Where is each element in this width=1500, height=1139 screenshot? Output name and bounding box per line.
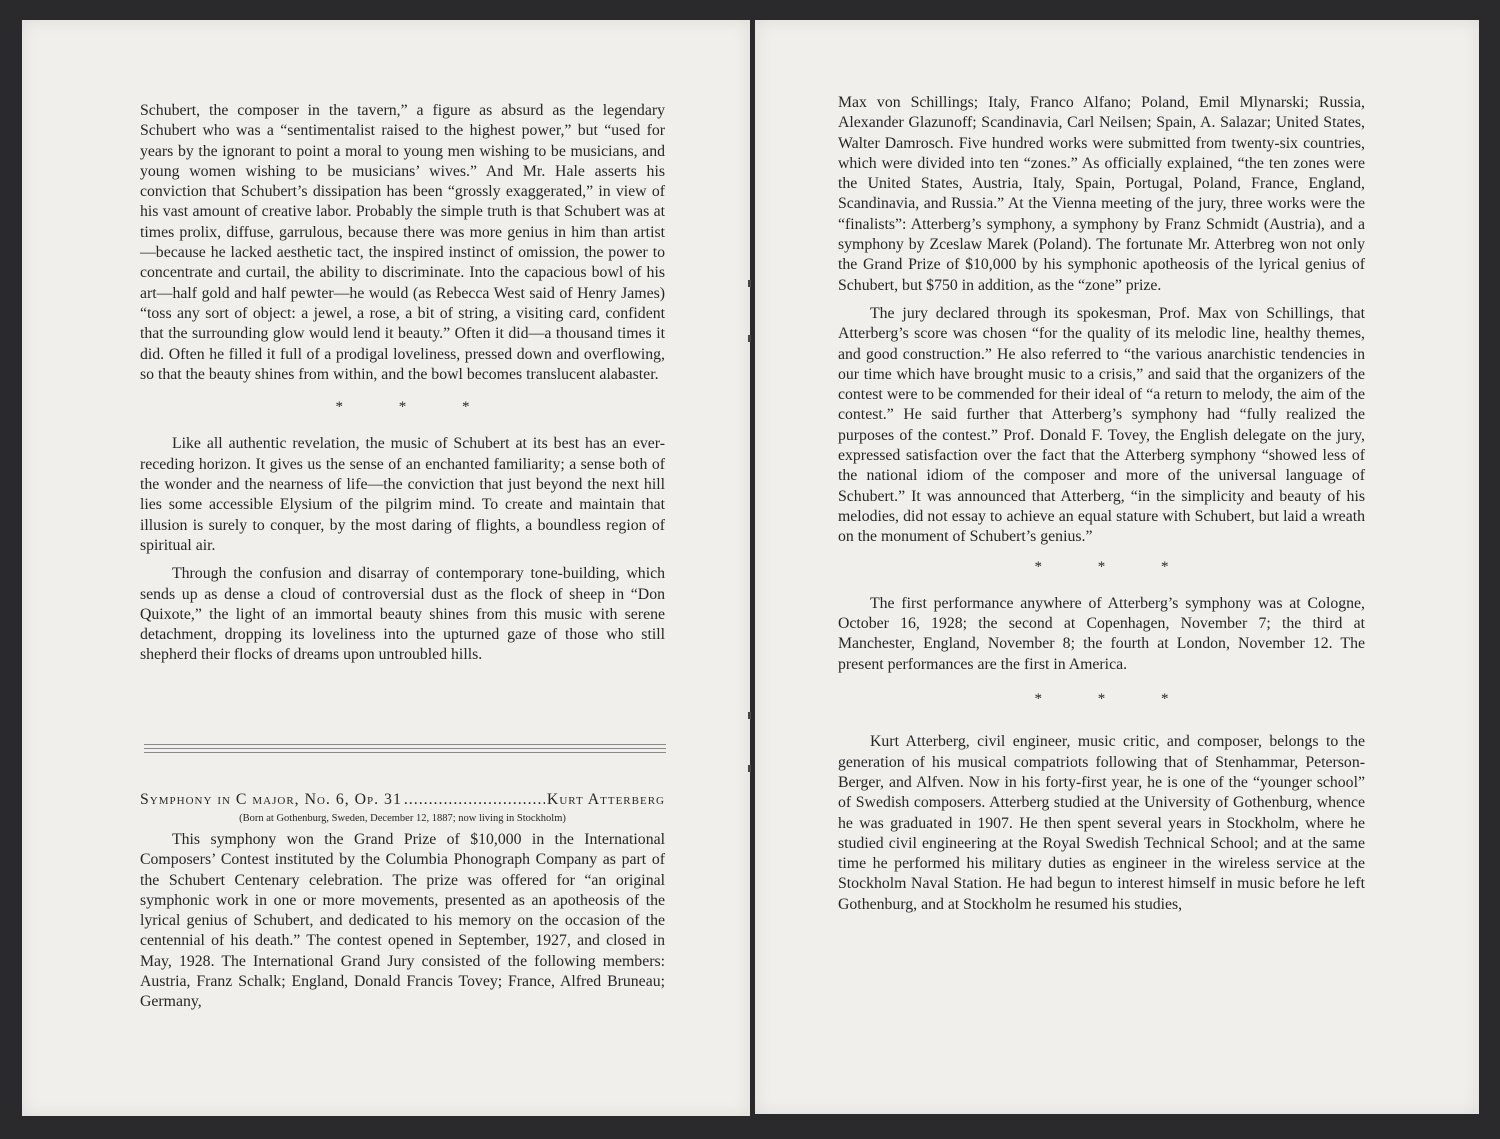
section-paragraph: This symphony won the Grand Prize of $10,000 in the International Composers’ Contest instituted by the Columbia Phonograph Company as part of the Schubert Centenary celebration. The prize was offered for “an original symphonic work in one or more movements, presented as an apotheosis of the lyrical genius of Schubert, and dedicated to his memory on the occasion of the centennial of his death.” The contest opened in September, 1927, and closed in May, 1928. The International Grand Jury consisted of the following members: Austria, Franz Schalk; England, Donald Francis Tovey; France, Alfred Bruneau; Germany,	[140, 831, 665, 1011]
double-rule-divider	[144, 744, 666, 756]
dot-leader	[404, 790, 545, 810]
symphony-title: Symphony in C major, No. 6, Op. 31	[140, 791, 402, 808]
right-paragraph-4: Kurt Atterberg, civil engineer, music critic, and composer, belongs to the generation of his musical compatriots following that of Stenhammar, Peterson-Berger, and Alfven. Now in his forty-first year, he is one of the “younger school” of Swedish composers. Atterberg studied at the University of Gothenburg, whence he was graduated in 1907. He then spent several years in Stockholm, where he studied civil engineering at the Royal Swedish Technical School; and at the same time he performed his military duties as engineer in the wireless service at the Stockholm Naval Station. He had begun to interest himself in music before he left Gothenburg, and at Stockholm he resumed his studies,	[838, 733, 1365, 913]
left-section-column	[140, 790, 665, 1013]
left-top-column	[140, 101, 665, 666]
left-separator-1: * * *	[335, 399, 496, 416]
composer-name: Kurt Atterberg	[546, 791, 665, 808]
left-page	[22, 20, 750, 1116]
left-paragraph-2: Like all authentic revelation, the music of Schubert at its best has an ever-receding horizon. It gives us the sense of an enchanted familiarity; a sense both of the wonder and the nearness of life—the conviction that just beyond the next hill lies some accessible Elysium of the pilgrim mind. To create and maintain that illusion is surely to conquer, by the most daring of flights, a boundless region of spiritual air.	[140, 435, 665, 554]
section-heading	[140, 790, 665, 810]
right-column	[838, 93, 1365, 915]
right-separator-2: * * *	[1034, 691, 1195, 708]
right-separator-1: * * *	[1034, 558, 1195, 575]
right-paragraph-3: The first performance anywhere of Atterberg’s symphony was at Cologne, October 16, 1928; the second at Copenhagen, November 7; the third at Manchester, England, November 8; the fourth at London, November 12. The present performances are the first in America.	[838, 594, 1365, 673]
binding-staple-mark	[748, 335, 751, 342]
left-paragraph-1: Schubert, the composer in the tavern,” a figure as absurd as the legendary Schubert who was a “sentimentalist raised to the highest power,” but “used for years by the ignorant to point a moral to young men wishing to be musicians, and young women wishing to be musicians’ wives.” And Mr. Hale asserts his conviction that Schubert’s dissipation has been “grossly exaggerated,” in view of his vast amount of creative labor. Probably the simple truth is that Schubert was at times prolix, diffuse, garrulous, because there was more genius in him than artist—because he lacked aesthetic tact, the inspired instinct of omission, the power to concentrate and curtail, the ability to discriminate. Into the capacious bowl of his art—half gold and half pewter—he would (as Rebecca West said of Henry James) “toss any sort of object: a jewel, a rose, a bit of string, a visiting card, confident that the surrounding glow would lend it beauty.” Often it did—a thousand times it did. Often he filled it full of a prodigal loveliness, pressed down and overflowing, so that the beauty shines from within, and the bowl becomes translucent alabaster.	[140, 102, 665, 383]
right-paragraph-1: Max von Schillings; Italy, Franco Alfano; Poland, Emil Mlynarski; Russia, Alexander Glazunoff; Scandinavia, Carl Neilsen; Spain, A. Salazar; United States, Walter Damrosch. Five hundred works were submitted from twenty-six countries, which were divided into ten “zones.” As officially explained, “the ten zones were the United States, Austria, Italy, Spain, Portugal, Poland, France, England, Scandinavia, and Russia.” At the Vienna meeting of the jury, three works were the “finalists”: Atterberg’s symphony, a symphony by Franz Schmidt (Austria), and a symphony by Zceslaw Marek (Poland). The fortunate Mr. Atterbreg won not only the Grand Prize of $10,000 by his symphonic apotheosis of the lyrical genius of Schubert, but $750 in addition, as the “zone” prize.	[838, 94, 1365, 294]
binding-staple-mark	[748, 765, 751, 772]
composer-subtitle: (Born at Gothenburg, Sweden, December 12, 1887; now living in Stockholm)	[239, 813, 566, 824]
binding-staple-mark	[748, 712, 751, 719]
left-paragraph-3: Through the confusion and disarray of contemporary tone-building, which sends up as dense a cloud of controversial dust as the flock of sheep in “Don Quixote,” the light of an immortal beauty shines from this music with serene detachment, dropping its loveliness into the upturned gaze of those who still shepherd their flocks of dreams upon untroubled hills.	[140, 565, 665, 664]
right-paragraph-2: The jury declared through its spokesman, Prof. Max von Schillings, that Atterberg’s score was chosen “for the quality of its melodic line, healthy themes, and good construction.” He also referred to “the various anarchistic tendencies in our time which have brought music to a crisis,” and said that the organizers of the contest were to be commended for their ideal of “a return to melody, the aim of the contest.” He said further that Atterberg’s symphony had “fully realized the purposes of the contest.” Prof. Donald F. Tovey, the English delegate on the jury, expressed satisfaction over the fact that the Atterberg symphony “showed less of the national idiom of the composer and more of the universal language of Schubert.” It was announced that Atterberg, “in the simplicity and beauty of his melodies, did not essay to achieve an equal stature with Schubert, but laid a wreath on the monument of Schubert’s genius.”	[838, 304, 1365, 546]
binding-staple-mark	[748, 280, 751, 287]
right-page	[755, 20, 1479, 1114]
